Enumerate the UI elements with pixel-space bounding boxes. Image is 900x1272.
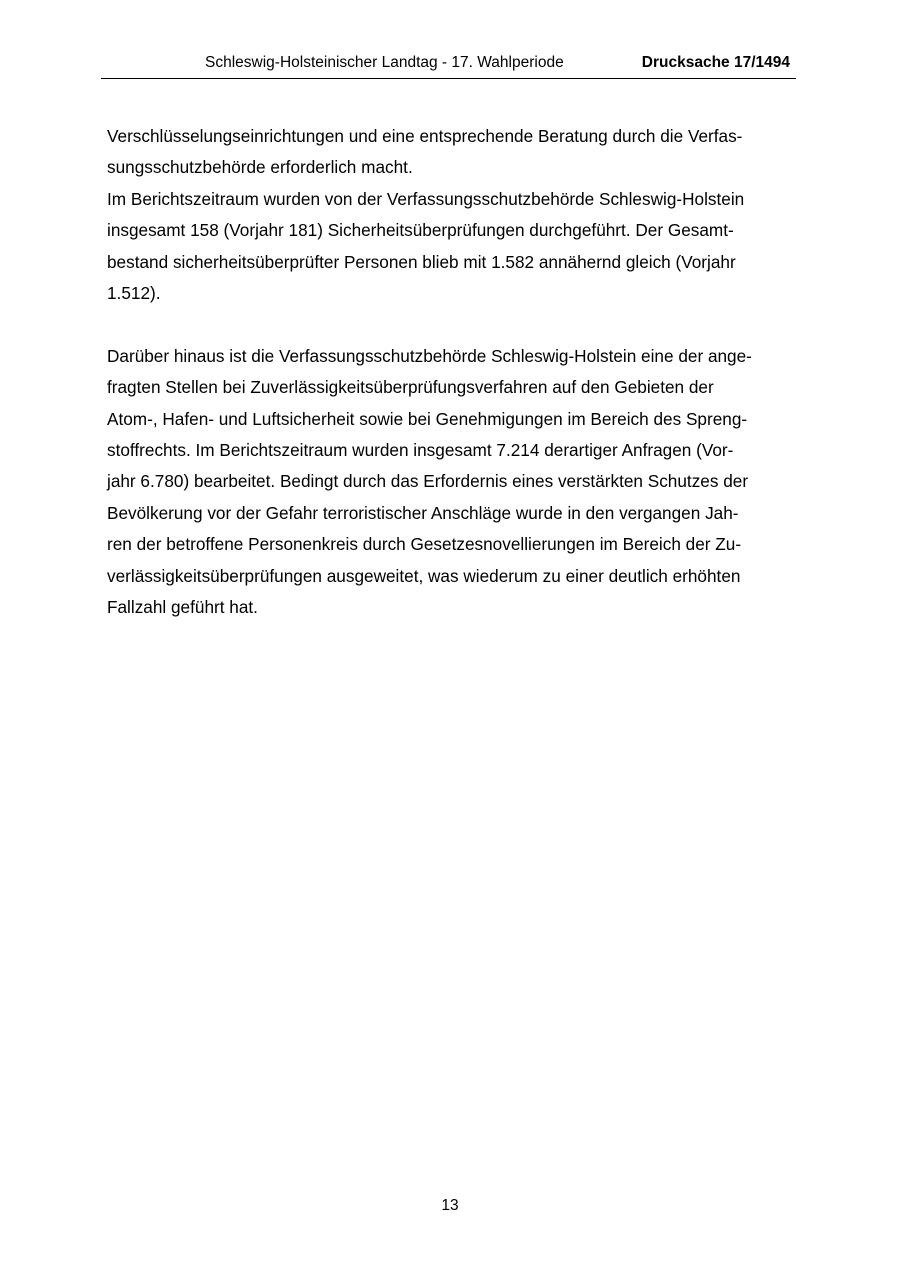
text-line: sungsschutzbehörde erforderlich macht.	[107, 157, 413, 178]
paragraph-1	[107, 121, 797, 309]
text-line: insgesamt 158 (Vorjahr 181) Sicherheitsüberprüfungen durchgeführt. Der Gesamt-	[107, 220, 734, 241]
text-line: ren der betroffene Personenkreis durch Gesetzesnovellierungen im Bereich der Zu-	[107, 534, 742, 555]
document-body	[107, 121, 797, 623]
text-line: Darüber hinaus ist die Verfassungsschutzbehörde Schleswig-Holstein eine der ange-	[107, 345, 752, 366]
paragraph-gap	[107, 309, 797, 340]
text-line: 1.512).	[107, 283, 161, 304]
page-header	[101, 52, 796, 79]
text-line: Bevölkerung vor der Gefahr terroristischer Anschläge wurde in den vergangen Jah-	[107, 502, 739, 523]
text-line: fragten Stellen bei Zuverlässigkeitsüberprüfungsverfahren auf den Gebieten der	[107, 377, 714, 398]
text-line: Atom-, Hafen- und Luftsicherheit sowie bei Genehmigungen im Bereich des Spreng-	[107, 408, 748, 429]
text-line: jahr 6.780) bearbeitet. Bedingt durch das Erfordernis eines verstärkten Schutzes der	[107, 471, 749, 492]
page-number: 13	[441, 1197, 459, 1214]
header-title: Schleswig-Holsteinischer Landtag - 17. Wahlperiode	[205, 54, 564, 71]
document-number: Drucksache 17/1494	[641, 54, 790, 71]
text-line: stoffrechts. Im Berichtszeitraum wurden insgesamt 7.214 derartiger Anfragen (Vor-	[107, 440, 734, 461]
text-line: verlässigkeitsüberprüfungen ausgeweitet, was wiederum zu einer deutlich erhöhten	[107, 565, 741, 586]
text-line: Fallzahl geführt hat.	[107, 597, 258, 618]
text-line: bestand sicherheitsüberprüfter Personen blieb mit 1.582 annähernd gleich (Vorjahr	[107, 251, 736, 272]
paragraph-2	[107, 341, 797, 624]
text-line: Im Berichtszeitraum wurden von der Verfassungsschutzbehörde Schleswig-Holstein	[107, 188, 745, 209]
text-line: Verschlüsselungseinrichtungen und eine entsprechende Beratung durch die Verfas-	[107, 126, 743, 146]
